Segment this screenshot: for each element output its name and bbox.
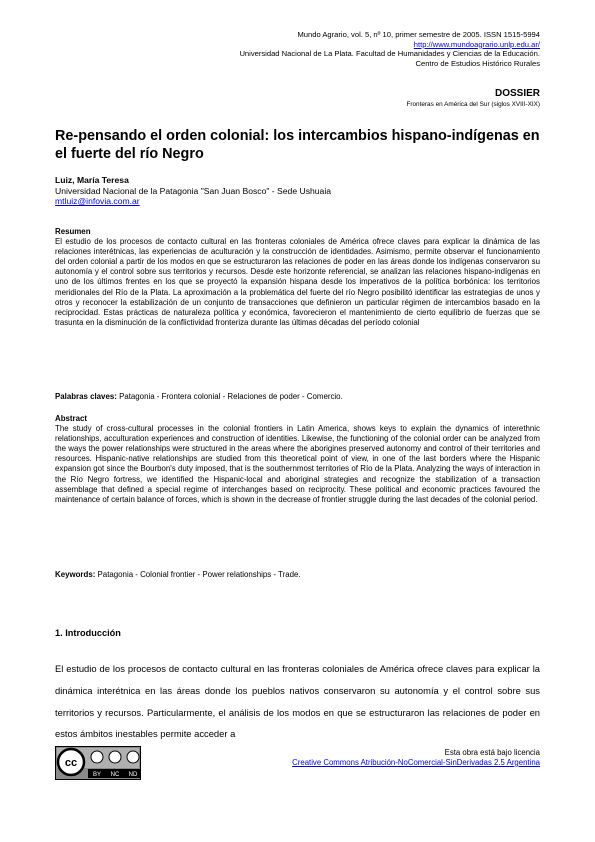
license-line: Esta obra está bajo licencia xyxy=(444,748,540,757)
badge-term-nc: NC xyxy=(110,772,120,778)
intro-heading: 1. Introducción xyxy=(55,628,121,638)
abstract-section xyxy=(55,414,540,505)
cc-license-badge[interactable] xyxy=(55,746,141,780)
author-affiliation: Universidad Nacional de la Patagonia "San Juan Bosco" - Sede Ushuaia xyxy=(55,185,332,196)
keywords xyxy=(55,570,540,580)
dossier-label: DOSSIER xyxy=(494,88,540,99)
license-notice xyxy=(292,748,540,768)
palabras-value: Patagonia - Frontera colonial - Relaciones de poder - Comercio. xyxy=(119,392,343,401)
center-line: Centro de Estudios Histórico Rurales xyxy=(415,58,540,68)
by-person-icon xyxy=(91,751,103,763)
journal-header xyxy=(239,30,540,68)
journal-line: Mundo Agrario, vol. 5, nº 10, primer semestre de 2005. ISSN 1515-5994 xyxy=(297,30,540,39)
author-name: Luiz, María Teresa xyxy=(55,175,129,185)
keywords-label: Keywords: xyxy=(55,570,96,579)
dossier-subtitle: Fronteras en América del Sur (siglos XVIII-XIX) xyxy=(406,101,540,108)
keywords-value: Patagonia - Colonial frontier - Power relationships - Trade. xyxy=(97,570,301,579)
license-link[interactable]: Creative Commons Atribución-NoComercial-SinDerivadas 2.5 Argentina xyxy=(292,758,540,767)
institution-line: Universidad Nacional de La Plata. Facultad de Humanidades y Ciencias de la Educación. xyxy=(239,49,540,59)
nd-equals-icon xyxy=(127,751,139,763)
journal-url-link[interactable]: http://www.mundoagrario.unlp.edu.ar/ xyxy=(413,39,540,49)
badge-term-by: BY xyxy=(92,772,102,778)
intro-text: El estudio de los procesos de contacto cultural en las fronteras coloniales de América ofrece claves para explicar la dinámica interétnica en las áreas donde los pueblos nativos conservaron su autonomía y el control sobre sus territorios y recursos. Particularmente, el análisis de los modos en que se estructuraron las relaciones de poder en estos ámbitos inestables permite acceder a xyxy=(55,663,540,740)
resumen-heading: Resumen xyxy=(55,227,91,236)
badge-term-nd: ND xyxy=(128,772,138,778)
abstract-text: The study of cross-cultural processes in the colonial frontiers in Latin America, shows keys to explain the dynamics of interethnic relationships, acculturation experiences and construction of identities. Likewise, the functioning of the colonial order can be analyzed from the ways the power relationships were structured in the areas where the aborigines preserved autonomy and control of their territories and resources. Hispanic-native relationships are studied from this theoretical point of view, in one of the last borders where the Hispanic expansion got since the Bourbon's duty imposed, that is the southernmost territories of Río de la Plata. Analyzing the ways of interaction in the Río Negro fortress, we identified the Hispanic-local and aboriginal strategies and recognize the stabilization of a transaction assemblage that defined a special regime of interchanges based on reciprocity. These political and economic practices favoured the maintenance of certain balance of forces, which is shown in the decrease of frontier struggle during the last decades of the colonial period. xyxy=(55,424,540,504)
author-block xyxy=(55,175,331,207)
palabras-label: Palabras claves: xyxy=(55,392,117,401)
cc-badge-text: cc xyxy=(64,757,78,769)
nc-dollar-icon xyxy=(109,751,121,763)
resumen-section xyxy=(55,227,540,328)
dossier-block xyxy=(406,88,540,109)
palabras-claves xyxy=(55,392,540,402)
article-title: Re-pensando el orden colonial: los intercambios hispano-indígenas en el fuerte del río Negro xyxy=(55,128,540,162)
resumen-text: El estudio de los procesos de contacto cultural en las fronteras coloniales de América ofrece claves para explicar la dinámica de las relaciones interétnicas, las experiencias de aculturación y la construcción de identidades. Asimismo, permite observar el funcionamiento del orden colonial a partir de los modos en que se estructuraron las relaciones de poder en las áreas donde los indígenas conservaron su autonomía y el control sobre sus territorios y recursos. Desde este horizonte referencial, se analizan las relaciones hispano-indígenas en uno de los últimos frentes en los que se proyectó la expansión hispana desde los imperativos de la política borbónica: los territorios meridionales del Río de la Plata. La aproximación a la problemática del fuerte del río Negro posibilitó identificar las estrategias de unos y otros y reconocer la estabilización de un conjunto de transacciones que definieron un particular régimen de intercambios basado en la reciprocidad. Estas prácticas de naturaleza política y económica, favorecieron el mantenimiento de cierto equilibrio de fuerzas que se trasunta en la disminución de la conflictividad fronteriza durante las últimas décadas del período colonial xyxy=(55,237,540,327)
author-email-link[interactable]: mtluiz@infovia.com.ar xyxy=(55,196,140,206)
abstract-heading: Abstract xyxy=(55,414,88,423)
